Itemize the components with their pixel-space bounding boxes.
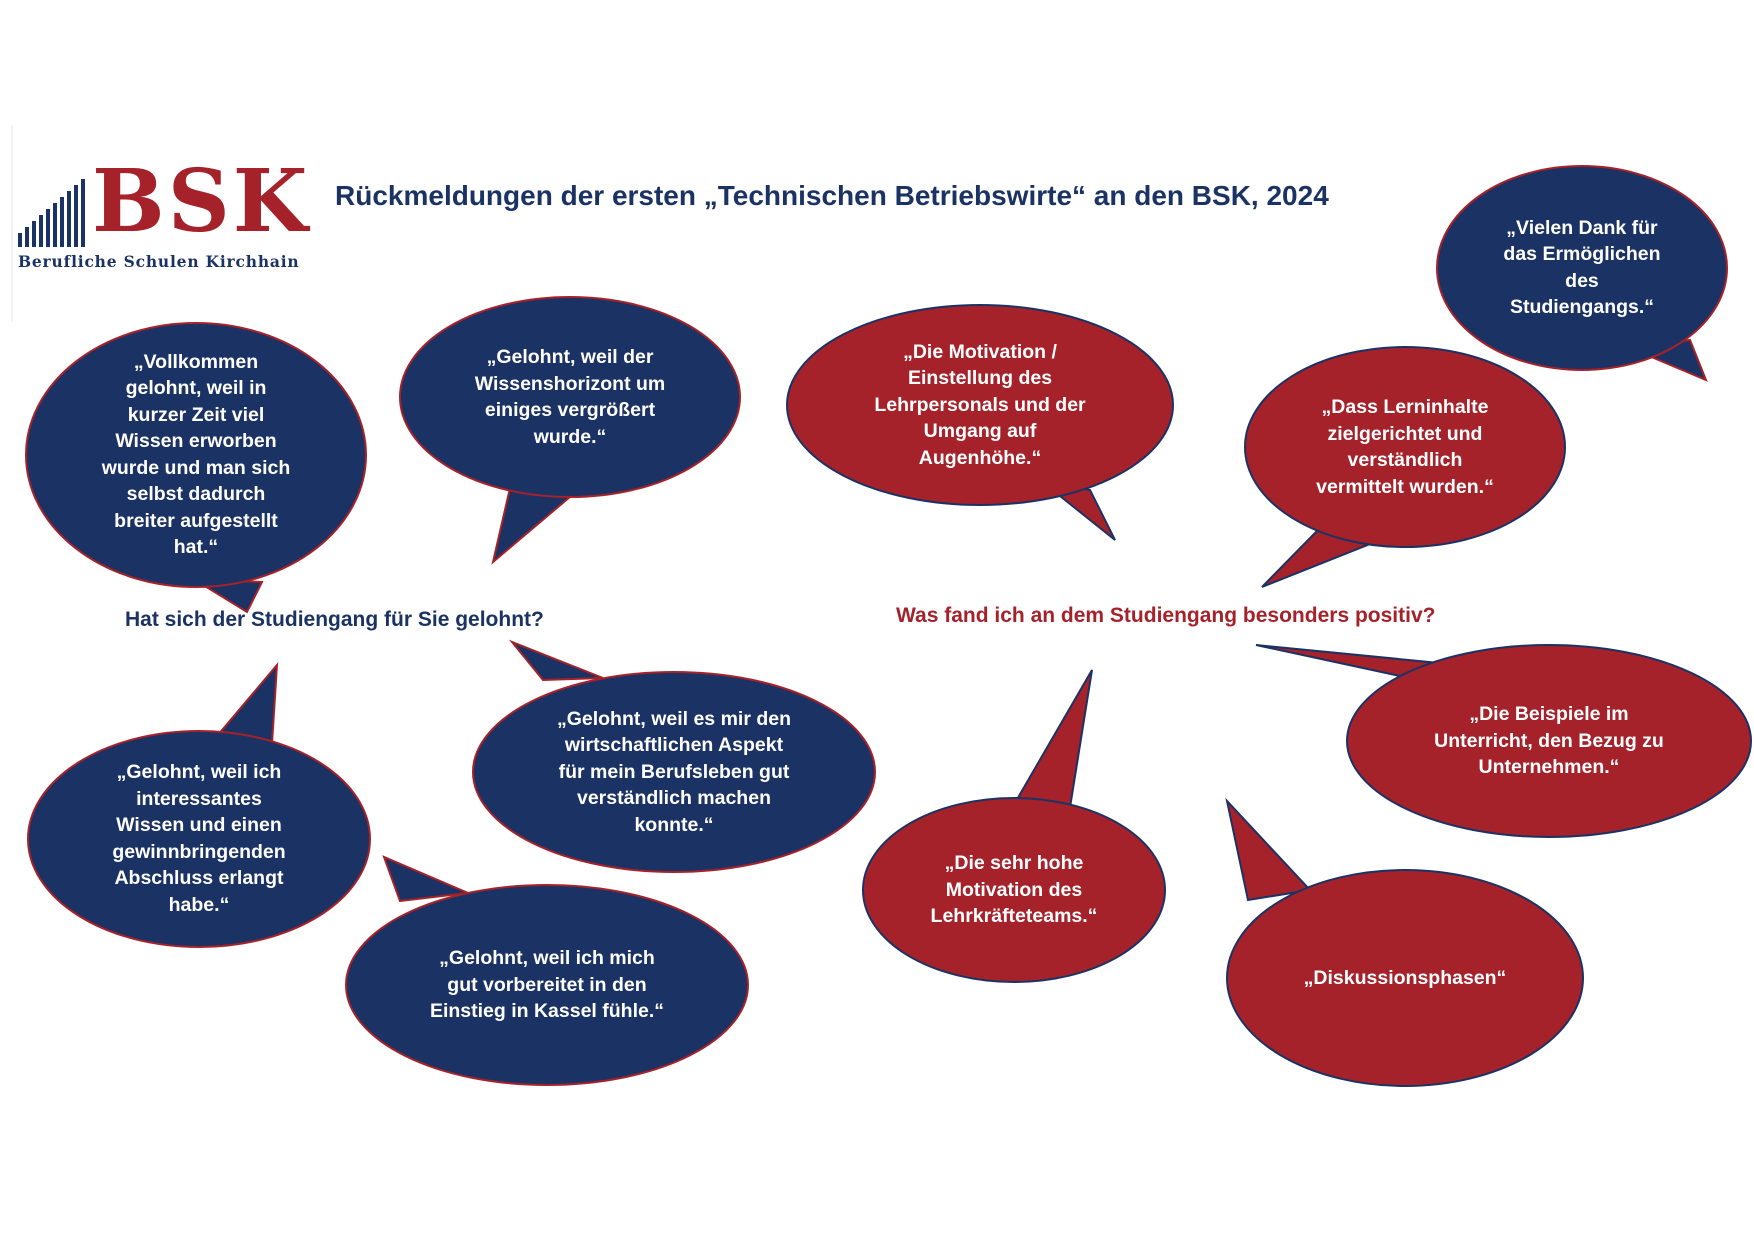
- speech-bubble-tail: [512, 642, 603, 680]
- speech-bubble-text-8: „Dass Lerninhalte zielgerichtet und verständlich vermittelt wurden.“: [1316, 396, 1494, 498]
- bsk-logo: [18, 151, 311, 275]
- logo-subtitle: Berufliche Schulen Kirchhain: [18, 252, 300, 271]
- page-title: Rückmeldungen der ersten „Technischen Betriebswirte“ an den BSK, 2024: [335, 180, 1329, 211]
- speech-bubble-text-4: „Gelohnt, weil es mir den wirtschaftlichen Aspekt für mein Berufsleben gut verständlich machen konnte.“: [556, 707, 792, 836]
- speech-bubble-text-1: „Vollkommen gelohnt, weil in kurzer Zeit viel Wissen erworben wurde und man sich selbst dadurch breiter aufgestellt hat.“: [101, 350, 291, 559]
- speech-bubble-text-7: „Vielen Dank für das Ermöglichen des Studiengangs.“: [1503, 216, 1661, 319]
- question-right: Was fand ich an dem Studiengang besonders positiv?: [896, 604, 1436, 627]
- speech-bubble-text-10: „Die sehr hohe Motivation des Lehrkräfteteams.“: [930, 852, 1098, 928]
- speech-bubble-text-6: „Die Motivation / Einstellung des Lehrpersonals und der Umgang auf Augenhöhe.“: [874, 340, 1086, 469]
- logo-letters: BSK: [92, 151, 311, 252]
- logo-bars-icon: [18, 175, 90, 247]
- speech-bubble-text-9: „Die Beispiele im Unterricht, den Bezug zu Unternehmen.“: [1434, 703, 1664, 779]
- question-left: Hat sich der Studiengang für Sie gelohnt?: [125, 608, 544, 631]
- speech-bubble-text-3: „Gelohnt, weil ich interessantes Wissen und einen gewinnbringenden Abschluss erlangt habe.“: [112, 761, 286, 916]
- speech-bubble-text-5: „Gelohnt, weil ich mich gut vorbereitet in den Einstieg in Kassel fühle.“: [429, 947, 665, 1023]
- speech-bubble-text-11: „Diskussionsphasen“: [1303, 966, 1507, 989]
- speech-bubble-text-2: „Gelohnt, weil der Wissenshorizont um einiges vergrößert wurde.“: [474, 346, 666, 448]
